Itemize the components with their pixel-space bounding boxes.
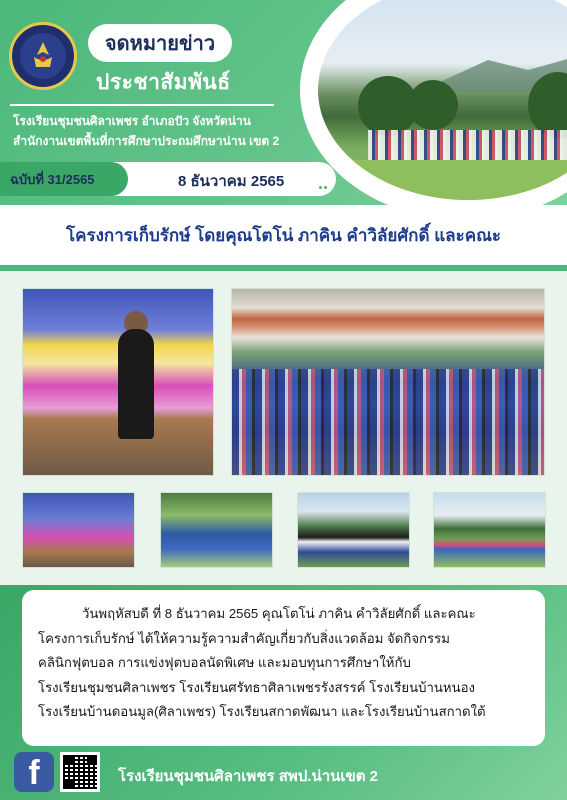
article-line: คลินิกฟุตบอล การแข่งฟุตบอลนัดพิเศษ และมอบทุนการศึกษาให้กับ (38, 655, 411, 670)
photo-students-group (160, 492, 273, 568)
headline-text: โครงการเก็บรักษ์ โดยคุณโตโน่ ภาคิน คำวิลัยศักดิ์ และคณะ (65, 225, 501, 245)
photo-stage-presentation (22, 492, 135, 568)
school-name-line: โรงเรียนชุมชนศิลาเพชร อำเภอปัว จังหวัดน่าน (13, 114, 251, 128)
office-name-line: สำนักงานเขตพื้นที่การศึกษาประถมศึกษาน่าน เขต 2 (13, 134, 280, 148)
article-line: โครงการเก็บรักษ์ ได้ให้ความรู้ความสำคัญเกี่ยวกับสิ่งแวดล้อม จัดกิจกรรม (38, 630, 450, 646)
header-school-photo (318, 0, 567, 200)
newsletter-header (0, 0, 567, 205)
headline-band (0, 205, 567, 265)
header-divider (10, 104, 274, 106)
facebook-icon[interactable] (14, 752, 54, 792)
qr-code-pattern (63, 755, 97, 789)
qr-code[interactable] (60, 752, 100, 792)
article-line: โรงเรียนบ้านดอนมูล(ศิลาเพชร) โรงเรียนสกาดพัฒนา และโรงเรียนบ้านสกาดใต้ (38, 704, 486, 719)
newsletter-title: จดหมายข่าว (88, 24, 232, 62)
article-line: วันพฤหัสบดี ที่ 8 ธันวาคม 2565 คุณโตโน่ ภาคิน คำวิลัยศักดิ์ และคณะ (82, 606, 476, 621)
photo-speaker-on-stage (22, 288, 214, 476)
photo-group-in-hall (231, 288, 545, 476)
photo-field (318, 160, 567, 200)
newsletter-subtitle: ประชาสัมพันธ์ (96, 71, 231, 94)
photo-football-field (433, 492, 546, 568)
facebook-glyph: f (28, 754, 40, 792)
issue-number: ฉบับที่ 31/2565 (0, 162, 128, 196)
emblem-icon (26, 39, 60, 73)
issue-date: 8 ธันวาคม 2565 (178, 173, 285, 190)
speaker-body (118, 329, 154, 439)
school-logo-emblem (20, 33, 66, 79)
headline-divider (0, 265, 567, 271)
photo-crowd (368, 130, 567, 160)
article-card (22, 590, 545, 746)
article-line: โรงเรียนชุมชนศิลาเพชร โรงเรียนศรัทธาศิลาเพชรรังสรรค์ โรงเรียนบ้านหนอง (38, 679, 475, 695)
footer-school-name: โรงเรียนชุมชนศิลาเพชร สพป.น่านเขต 2 (118, 768, 379, 785)
hall-crowd (232, 369, 545, 476)
school-logo (9, 22, 77, 90)
photo-scholarship-handover (297, 492, 410, 568)
decorative-dots (318, 174, 332, 184)
photo-tree (408, 80, 458, 130)
